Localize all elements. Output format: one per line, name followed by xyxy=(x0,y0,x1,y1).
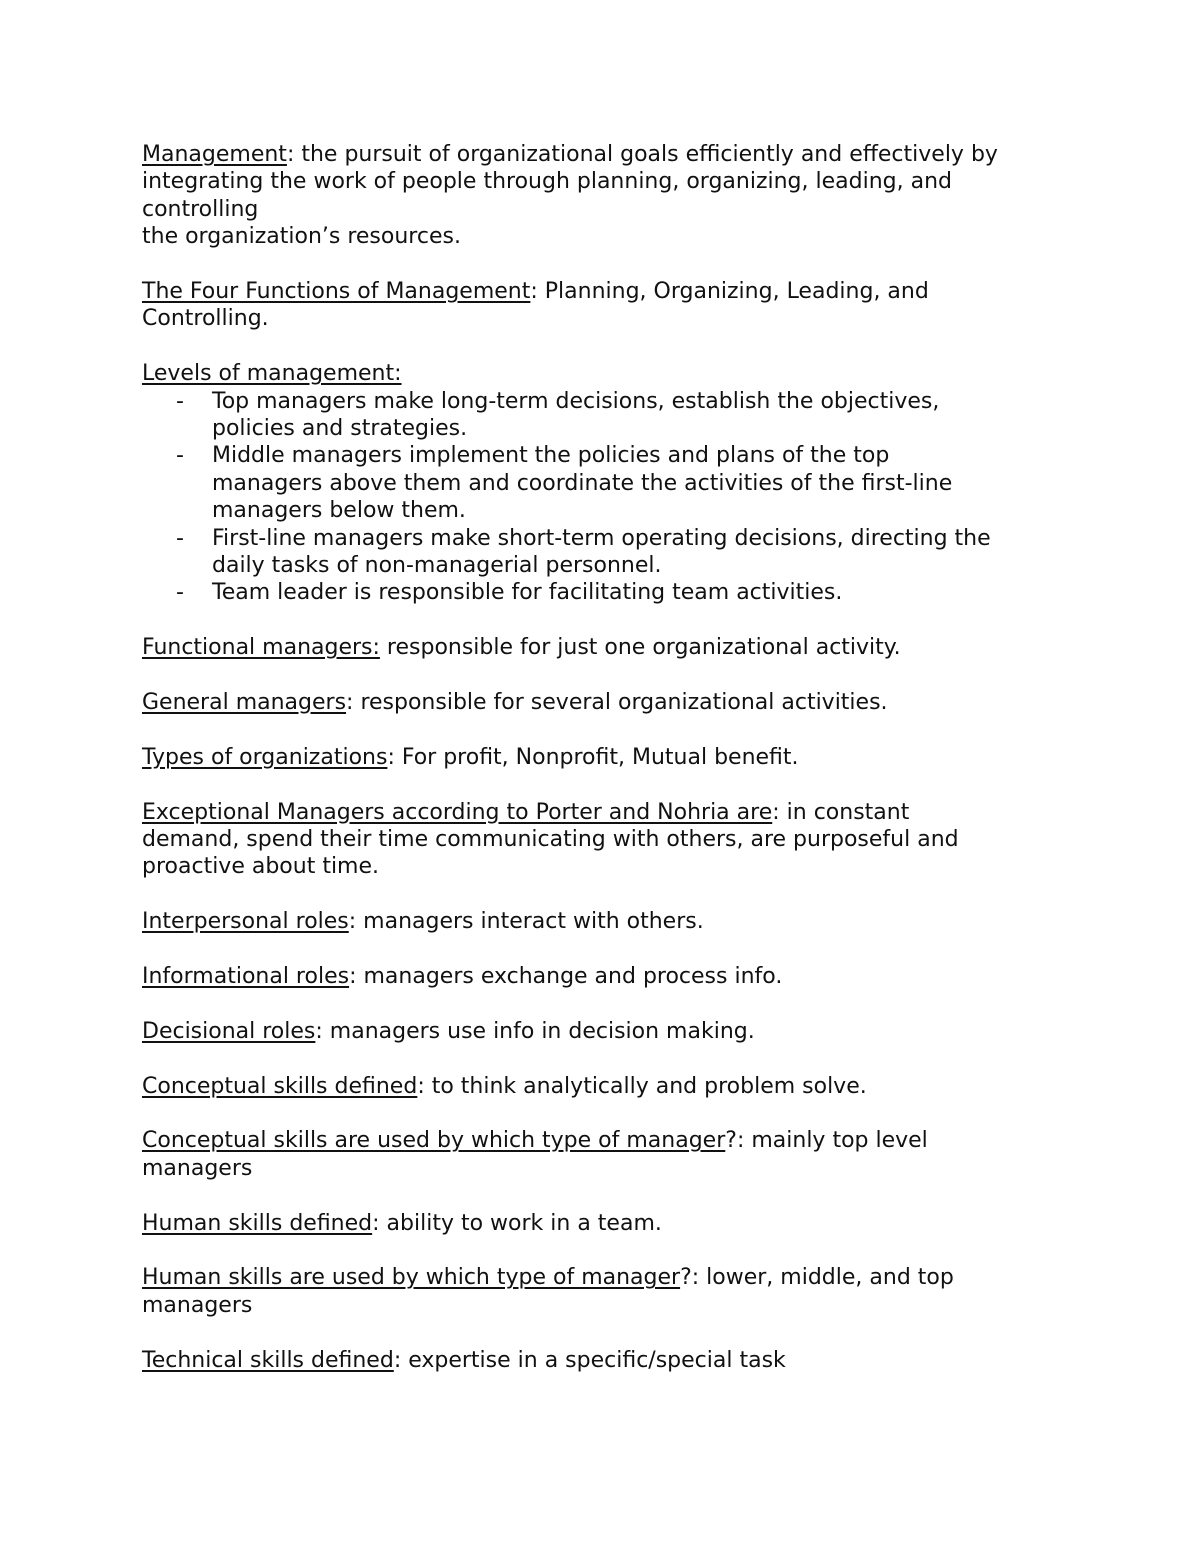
definition-text: : managers exchange and process info. xyxy=(349,964,783,990)
dash-bullet: - xyxy=(176,443,184,469)
definition-four-functions xyxy=(142,278,1082,333)
term-human-skills-used: Human skills are used by which type of manager xyxy=(142,1265,681,1291)
definition-text: proactive about time. xyxy=(142,854,380,880)
definition-human-skills-used xyxy=(142,1264,1082,1319)
document-page xyxy=(142,141,1082,1401)
term-management: Management xyxy=(142,142,287,167)
list-item: - First-line managers make short-term operating decisions, directing the daily tasks of non-managerial personnel. xyxy=(176,525,991,579)
definition-text: : to think analytically and problem solve. xyxy=(417,1073,867,1099)
definition-text: the organization’s resources. xyxy=(142,224,461,250)
definition-text: managers xyxy=(142,1292,253,1318)
list-item: - Team leader is responsible for facilitating team activities. xyxy=(176,580,843,606)
definition-text: Controlling. xyxy=(142,306,269,332)
definition-informational-roles xyxy=(142,963,1082,990)
definition-technical-skills xyxy=(142,1347,1082,1374)
term-types-of-organizations: Types of organizations xyxy=(142,744,388,770)
term-conceptual-skills-used: Conceptual skills are used by which type of manager xyxy=(142,1128,726,1154)
definition-text: managers xyxy=(142,1155,253,1181)
definition-text: ?: lower, middle, and top xyxy=(680,1265,954,1291)
definition-text: demand, spend their time communicating with others, are purposeful and xyxy=(142,827,959,853)
dash-bullet: - xyxy=(176,525,184,551)
term-decisional-roles: Decisional roles xyxy=(142,1018,316,1044)
term-interpersonal-roles: Interpersonal roles xyxy=(142,909,349,935)
definition-conceptual-skills xyxy=(142,1073,1082,1100)
term-functional-managers: Functional managers: xyxy=(142,635,380,661)
definition-text: : in constant xyxy=(772,799,910,825)
dash-bullet: - xyxy=(176,388,184,414)
definition-text: controlling xyxy=(142,196,259,222)
definition-text: integrating the work of people through planning, organizing, leading, and xyxy=(142,169,952,195)
term-informational-roles: Informational roles xyxy=(142,964,350,990)
definition-exceptional-managers xyxy=(142,799,1082,881)
definition-text: : managers use info in decision making. xyxy=(315,1018,755,1044)
list-item: - Top managers make long-term decisions, establish the objectives, policies and strategies. xyxy=(176,388,940,442)
term-technical-skills-defined: Technical skills defined xyxy=(142,1347,394,1373)
definition-text: : managers interact with others. xyxy=(348,909,704,935)
definition-text: : expertise in a specific/special task xyxy=(393,1347,786,1373)
definition-text: : the pursuit of organizational goals efficiently and effectively by xyxy=(286,142,998,167)
definition-management xyxy=(142,141,1082,251)
definition-human-skills xyxy=(142,1210,1082,1237)
term-exceptional-managers: Exceptional Managers according to Porter and Nohria are xyxy=(142,799,773,825)
dash-bullet: - xyxy=(176,580,184,606)
list-item: - Middle managers implement the policies and plans of the top managers above them and coordinate the activities of the first-line managers below them. xyxy=(176,443,953,524)
definition-functional-managers xyxy=(142,634,1082,661)
term-general-managers: General managers xyxy=(142,690,347,716)
term-conceptual-skills-defined: Conceptual skills defined xyxy=(142,1073,418,1099)
levels-list xyxy=(142,388,1082,607)
definition-text: ?: mainly top level xyxy=(725,1128,928,1154)
definition-text: : For profit, Nonprofit, Mutual benefit. xyxy=(387,744,799,770)
definition-text: : ability to work in a team. xyxy=(372,1210,662,1236)
definition-interpersonal-roles xyxy=(142,908,1082,935)
definition-text: : Planning, Organizing, Leading, and xyxy=(530,279,929,305)
definition-decisional-roles xyxy=(142,1018,1082,1045)
definition-types-of-organizations xyxy=(142,744,1082,771)
levels-heading: Levels of management: xyxy=(142,361,402,387)
levels-of-management xyxy=(142,360,1082,607)
definition-general-managers xyxy=(142,689,1082,716)
definition-text: responsible for just one organizational activity. xyxy=(379,635,901,661)
term-human-skills-defined: Human skills defined xyxy=(142,1210,373,1236)
term-four-functions: The Four Functions of Management xyxy=(142,279,531,305)
definition-text: : responsible for several organizational activities. xyxy=(346,690,888,716)
definition-conceptual-skills-used xyxy=(142,1127,1082,1182)
